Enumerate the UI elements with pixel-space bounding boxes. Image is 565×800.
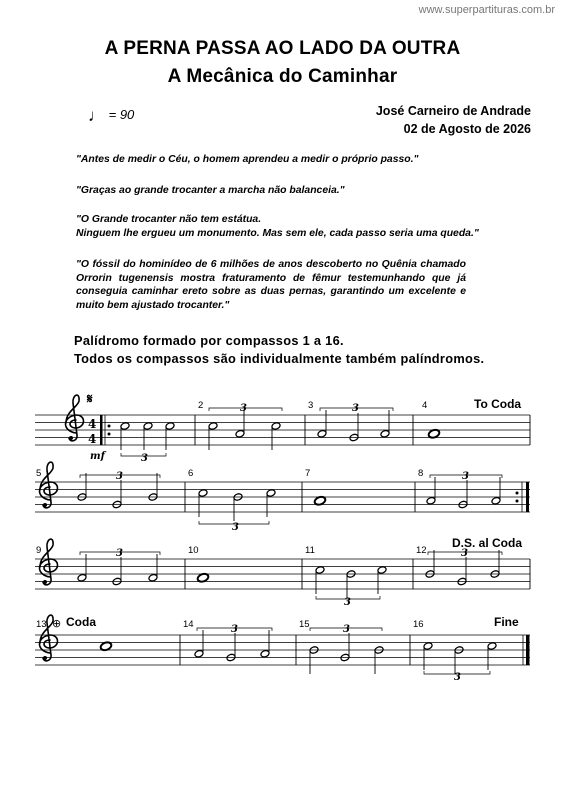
staff-system-3	[35, 559, 530, 589]
svg-text:3: 3	[461, 548, 468, 559]
staff-system-4	[35, 635, 530, 665]
svg-text:3: 3	[462, 471, 469, 482]
info-line-1: Palídromo formado por compassos 1 a 16.	[74, 333, 344, 348]
treble-clef-icon	[40, 462, 58, 508]
svg-text:3: 3	[240, 403, 247, 414]
measure-number-10: 10	[188, 545, 199, 556]
info-line-2: Todos os compassos são individualmente também palíndromos.	[74, 351, 485, 366]
quarter-note-icon: ♩	[88, 106, 105, 125]
quote-4: "O fóssil do hominídeo de 6 milhões de anos descoberto no Quênia chamado Orrorin tugenensis mostra fraturamento de fêmur testemunhando que já conseguia caminhar ereto sobre as duas pernas, garantindo um excelente e muito bem ajustado trocanter."	[76, 259, 466, 311]
quote-3-line-2: Ninguem lhe ergueu um monumento. Mas sem ele, cada passo seria uma queda."	[76, 228, 479, 239]
svg-text:3: 3	[116, 471, 123, 482]
measure-number-3: 3	[308, 400, 314, 411]
measure-16-notes	[423, 642, 497, 683]
treble-clef-icon	[66, 395, 84, 441]
treble-clef-icon	[40, 539, 58, 585]
ds-al-coda-label: D.S. al Coda	[452, 536, 523, 550]
to-coda-label: To Coda	[474, 397, 522, 411]
site-url: www.superpartituras.com.br	[418, 4, 555, 16]
coda-icon: ⊕	[52, 617, 62, 630]
measure-number-16: 16	[413, 619, 424, 630]
staff-system-1	[35, 415, 530, 445]
measure-15-notes	[309, 624, 384, 674]
measure-2-notes	[208, 403, 282, 450]
measure-number-7: 7	[305, 468, 311, 479]
tempo-value: = 90	[108, 107, 135, 122]
date: 02 de Agosto de 2026	[403, 122, 531, 136]
composer: José Carneiro de Andrade	[375, 104, 531, 118]
svg-text:3: 3	[141, 453, 148, 464]
measure-number-2: 2	[198, 400, 204, 411]
measure-number-15: 15	[299, 619, 310, 630]
measure-number-13: 13	[36, 619, 47, 630]
dynamic-mf: mf	[90, 451, 105, 462]
svg-text:3: 3	[343, 624, 350, 635]
time-signature-bottom: 4	[88, 432, 97, 446]
svg-text:3: 3	[232, 522, 239, 533]
measure-number-14: 14	[183, 619, 194, 630]
measure-number-5: 5	[36, 468, 42, 479]
staff-system-2	[35, 482, 530, 512]
fine-label: Fine	[494, 615, 519, 629]
measure-number-8: 8	[418, 468, 424, 479]
page-title: A PERNA PASSA AO LADO DA OUTRA	[104, 38, 461, 59]
svg-text:3: 3	[116, 548, 123, 559]
measure-number-6: 6	[188, 468, 194, 479]
time-signature-top: 4	[88, 417, 97, 431]
measure-number-9: 9	[36, 545, 42, 556]
coda-label: Coda	[66, 615, 96, 629]
measure-11-notes	[315, 566, 387, 608]
measure-number-4: 4	[422, 400, 428, 411]
quote-2: "Graças ao grande trocanter a marcha não balanceia."	[76, 185, 345, 196]
svg-text:3: 3	[352, 403, 359, 414]
svg-text:3: 3	[231, 624, 238, 635]
page-subtitle: A Mecânica do Caminhar	[167, 66, 398, 87]
measure-1-notes	[120, 422, 175, 464]
measure-number-12: 12	[416, 545, 427, 556]
quote-1: "Antes de medir o Céu, o homem aprendeu a medir o próprio passo."	[76, 154, 419, 165]
measure-6-notes	[198, 489, 276, 533]
svg-text:3: 3	[344, 597, 351, 608]
quote-3-line-1: "O Grande trocanter não tem estátua.	[76, 214, 262, 225]
measure-number-11: 11	[305, 545, 315, 556]
segno-icon: 𝄋	[87, 392, 93, 407]
svg-text:3: 3	[454, 672, 461, 683]
